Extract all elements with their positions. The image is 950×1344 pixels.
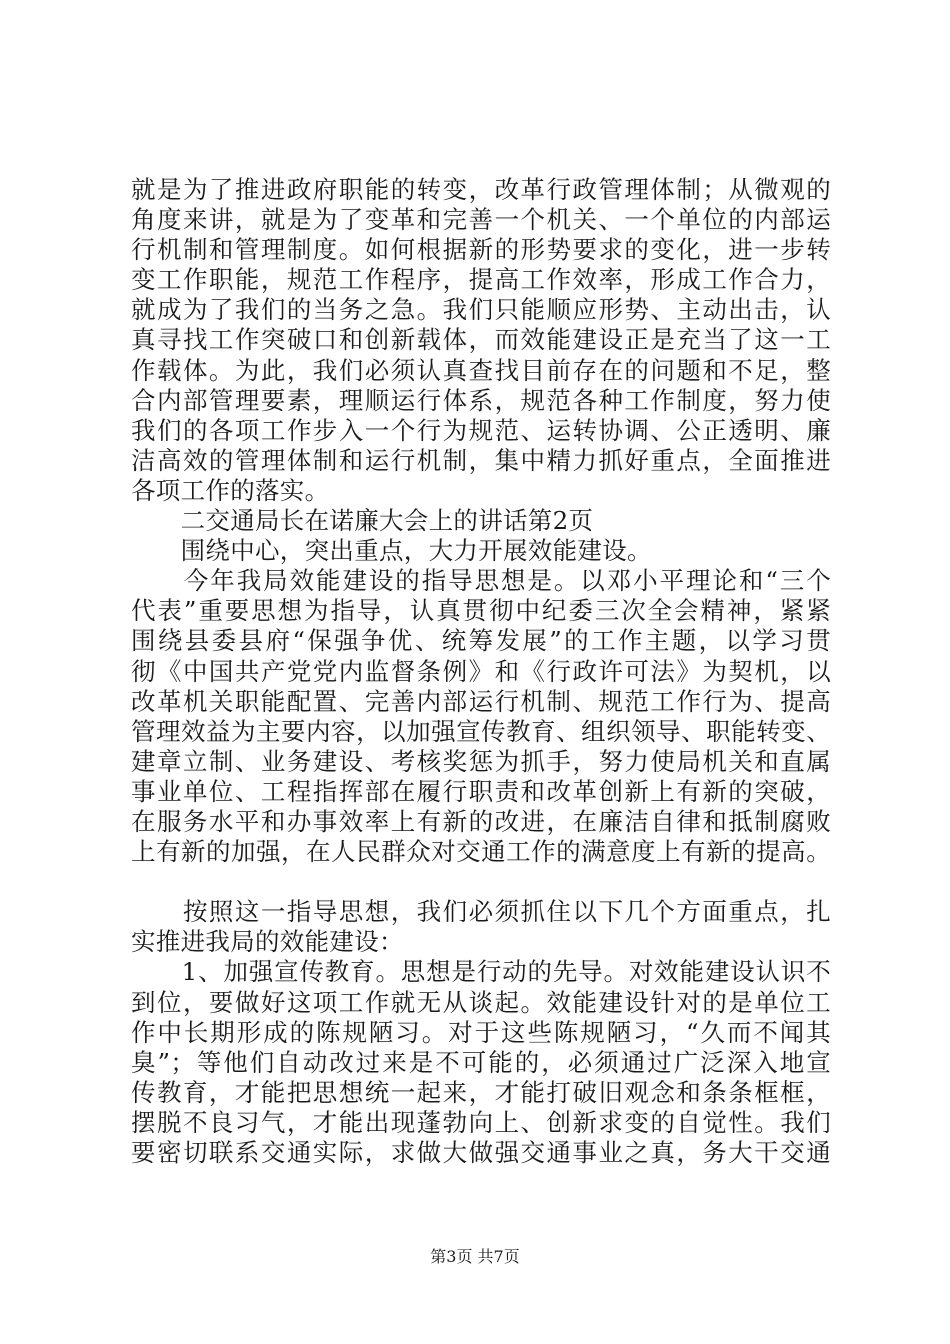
text-line: 改革机关职能配置、完善内部运行机制、规范工作行为、提高 (131, 686, 831, 716)
text-line: 管理效益为主要内容，以加强宣传教育、组织领导、职能转变、 (131, 716, 831, 746)
page-footer: 第3页 共7页 (430, 1247, 520, 1266)
text-line: 代表”重要思想为指导，认真贯彻中纪委三次全会精神，紧紧 (131, 596, 831, 626)
text-line: 今年我局效能建设的指导思想是。以邓小平理论和“三个 (131, 566, 831, 596)
text-line: 要密切联系交通实际，求做大做强交通事业之真，务大干交通 (131, 1138, 831, 1167)
text-line: 实推进我局的效能建设： (131, 927, 404, 957)
text-line: 各项工作的落实。 (131, 475, 330, 505)
text-line: 角度来讲，就是为了变革和完善一个机关、一个单位的内部运 (131, 205, 831, 235)
text-line: 围绕县委县府“保强争优、统筹发展”的工作主题，以学习贯 (131, 626, 831, 656)
text-line: 到位，要做好这项工作就无从谈起。效能建设针对的是单位工 (131, 987, 831, 1017)
text-line: 摆脱不良习气，才能出现蓬勃向上、创新求变的自觉性。我们 (131, 1107, 831, 1137)
paragraph-gap (131, 867, 831, 897)
text-line: 二交通局长在诺廉大会上的讲话第2页 (131, 506, 594, 536)
text-line: 传教育，才能把思想统一起来，才能打破旧观念和条条框框， (131, 1077, 831, 1107)
text-line: 按照这一指导思想，我们必须抓住以下几个方面重点，扎 (131, 897, 831, 927)
text-line: 在服务水平和办事效率上有新的改进，在廉洁自律和抵制腐败 (131, 806, 831, 836)
text-line: 上有新的加强，在人民群众对交通工作的满意度上有新的提高。 (131, 837, 831, 867)
text-line: 行机制和管理制度。如何根据新的形势要求的变化，进一步转 (131, 235, 831, 265)
text-line: 洁高效的管理体制和运行机制，集中精力抓好重点，全面推进 (131, 445, 831, 475)
text-line: 真寻找工作突破口和创新载体，而效能建设正是充当了这一工 (131, 325, 831, 355)
text-line: 臭”；等他们自动改过来是不可能的，必须通过广泛深入地宣 (131, 1047, 831, 1077)
text-line: 1、加强宣传教育。思想是行动的先导。对效能建设认识不 (131, 957, 832, 987)
text-line: 建章立制、业务建设、考核奖惩为抓手，努力使局机关和直属 (131, 746, 831, 776)
text-line: 事业单位、工程指挥部在履行职责和改革创新上有新的突破， (131, 776, 831, 806)
text-line: 合内部管理要素，理顺运行体系，规范各种工作制度，努力使 (131, 385, 831, 415)
text-line: 变工作职能，规范工作程序，提高工作效率，形成工作合力， (131, 265, 831, 295)
text-line: 我们的各项工作步入一个行为规范、运转协调、公正透明、廉 (131, 415, 831, 445)
text-line: 彻《中国共产党党内监督条例》和《行政许可法》为契机，以 (131, 656, 831, 686)
text-line: 作中长期形成的陈规陋习。对于这些陈规陋习，“久而不闻其 (131, 1017, 831, 1047)
text-line: 就是为了推进政府职能的转变，改革行政管理体制；从微观的 (131, 175, 831, 204)
text-line: 就成为了我们的当务之急。我们只能顺应形势、主动出击，认 (131, 295, 831, 325)
text-line: 围绕中心，突出重点，大力开展效能建设。 (131, 536, 652, 566)
text-line: 作载体。为此，我们必须认真查找目前存在的问题和不足，整 (131, 355, 831, 385)
document-body (131, 175, 831, 1168)
